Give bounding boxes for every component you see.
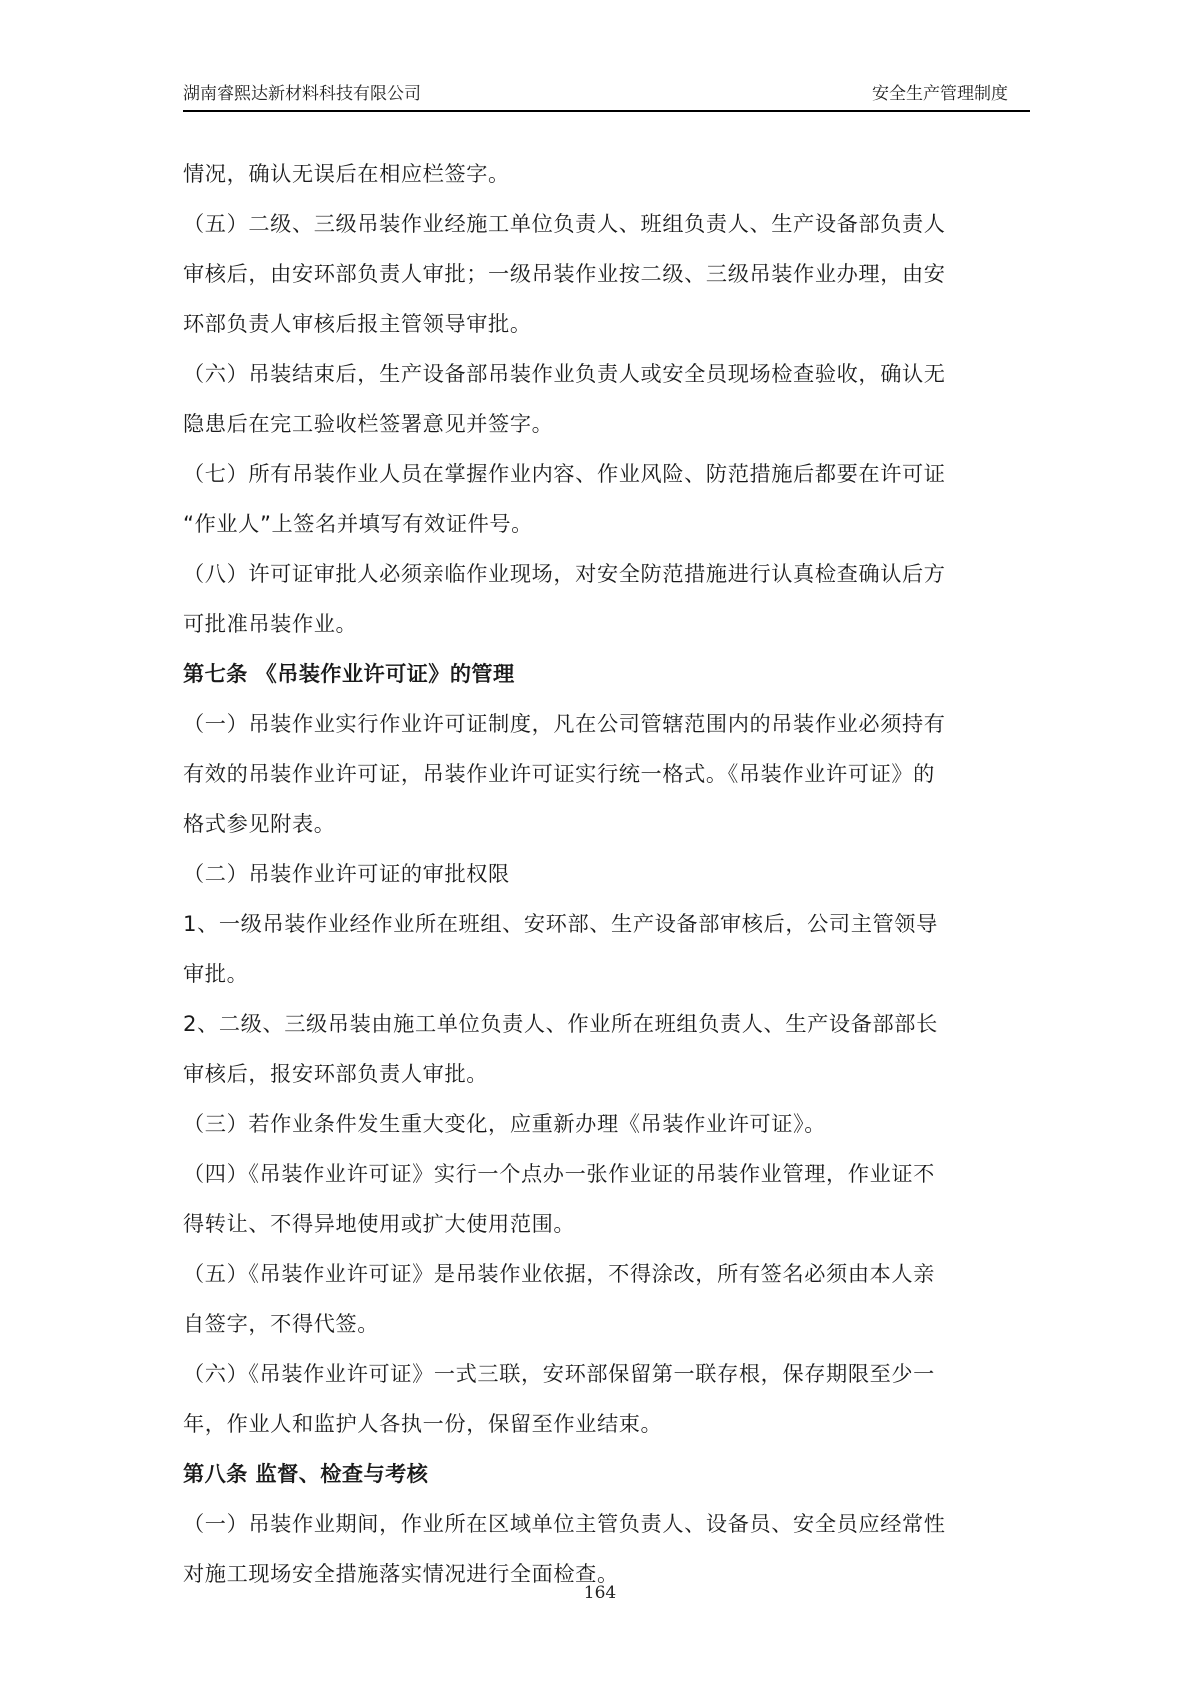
body-line: （二）吊装作业许可证的审批权限	[183, 861, 510, 886]
body-line: （三）若作业条件发生重大变化，应重新办理《吊装作业许可证》。	[183, 1111, 827, 1136]
body-line: 审批。	[183, 961, 249, 986]
body-line: （六）吊装结束后，生产设备部吊装作业负责人或安全员现场检查验收，确认无	[183, 361, 946, 386]
body-line: 得转让、不得异地使用或扩大使用范围。	[183, 1211, 576, 1236]
body-line: （四）《吊装作业许可证》实行一个点办一张作业证的吊装作业管理，作业证不	[183, 1161, 935, 1186]
body-line: （六）《吊装作业许可证》一式三联，安环部保留第一联存根，保存期限至少一	[183, 1361, 935, 1386]
document-body	[183, 150, 1030, 1600]
section-heading: 第八条 监督、检查与考核	[183, 1461, 429, 1486]
document-title: 安全生产管理制度	[872, 84, 1008, 104]
section-heading: 第七条 《吊装作业许可证》的管理	[183, 661, 515, 686]
page-number: 164	[583, 1583, 617, 1603]
body-line: 可批准吊装作业。	[183, 611, 358, 636]
page-header	[183, 82, 1030, 112]
company-name: 湖南睿熙达新材料科技有限公司	[183, 84, 421, 104]
body-line: （七）所有吊装作业人员在掌握作业内容、作业风险、防范措施后都要在许可证	[183, 461, 946, 486]
body-line: 有效的吊装作业许可证，吊装作业许可证实行统一格式。《吊装作业许可证》的	[183, 761, 935, 786]
body-line: （五）二级、三级吊装作业经施工单位负责人、班组负责人、生产设备部负责人	[183, 211, 946, 236]
body-line: 2、二级、三级吊装由施工单位负责人、作业所在班组负责人、生产设备部部长	[183, 1011, 938, 1036]
body-line: （一）吊装作业期间，作业所在区域单位主管负责人、设备员、安全员应经常性	[183, 1511, 946, 1536]
body-line: “作业人”上签名并填写有效证件号。	[183, 511, 533, 536]
body-line: 审核后，由安环部负责人审批；一级吊装作业按二级、三级吊装作业办理，由安	[183, 261, 946, 286]
body-line: 自签字，不得代签。	[183, 1311, 380, 1336]
body-line: （八）许可证审批人必须亲临作业现场，对安全防范措施进行认真检查确认后方	[183, 561, 946, 586]
body-line: 1、一级吊装作业经作业所在班组、安环部、生产设备部审核后，公司主管领导	[183, 911, 938, 936]
body-line: （一）吊装作业实行作业许可证制度，凡在公司管辖范围内的吊装作业必须持有	[183, 711, 946, 736]
body-line: 隐患后在完工验收栏签署意见并签字。	[183, 411, 554, 436]
body-line: 审核后，报安环部负责人审批。	[183, 1061, 489, 1086]
body-line: 环部负责人审核后报主管领导审批。	[183, 311, 532, 336]
body-line: 格式参见附表。	[183, 811, 336, 836]
body-line: 年，作业人和监护人各执一份，保留至作业结束。	[183, 1411, 663, 1436]
body-line: （五）《吊装作业许可证》是吊装作业依据，不得涂改，所有签名必须由本人亲	[183, 1261, 935, 1286]
body-line: 情况，确认无误后在相应栏签字。	[183, 161, 510, 186]
body-line: 对施工现场安全措施落实情况进行全面检查。	[183, 1561, 619, 1586]
